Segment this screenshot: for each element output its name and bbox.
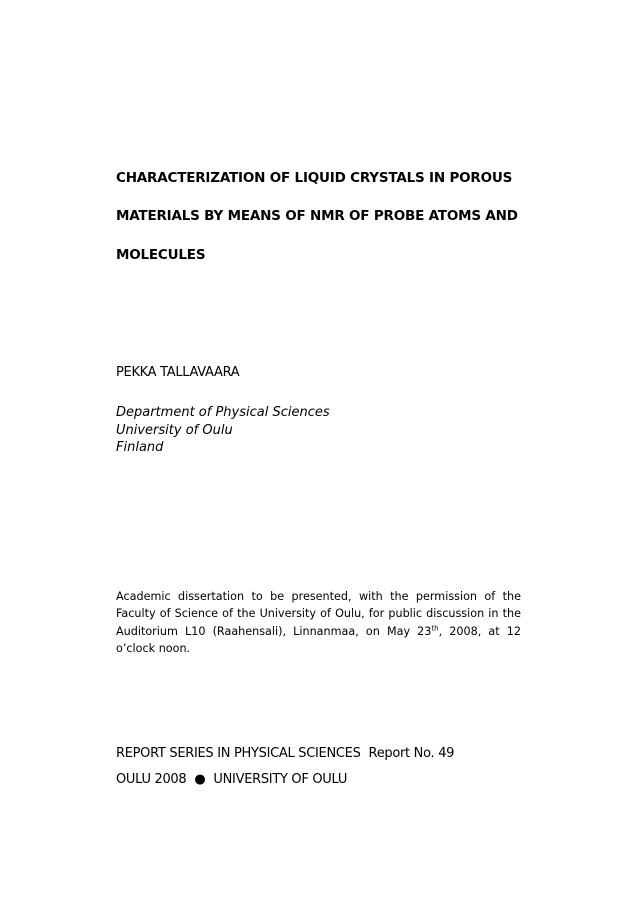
dissertation-statement — [116, 588, 521, 657]
bullet-icon: ● — [194, 772, 206, 787]
report-number: Report No. 49 — [368, 746, 455, 761]
report-series — [116, 746, 454, 761]
place-year: OULU 2008 — [116, 772, 187, 787]
dissertation-text-after: , 2008, at 12 o’clock noon. — [116, 624, 521, 655]
series-name: REPORT SERIES IN PHYSICAL SCIENCES — [116, 746, 361, 761]
country: Finland — [116, 440, 164, 455]
affiliation-block — [116, 404, 330, 457]
title-line-3: MOLECULES — [116, 247, 206, 263]
university: University of Oulu — [116, 422, 233, 438]
author-name: PEKKA TALLAVAARA — [116, 365, 240, 380]
title-line-2: MATERIALS BY MEANS OF NMR OF PROBE ATOMS AND — [116, 208, 518, 224]
title-line-1: CHARACTERIZATION OF LIQUID CRYSTALS IN POROUS — [116, 170, 513, 186]
dissertation-text-before: Academic dissertation to be presented, with the permission of the Faculty of Science of the University of Oulu, for public discussion in the Auditorium L10 (Raahensali), Linnanmaa, on May 23 — [116, 590, 521, 638]
publication-footer — [116, 772, 347, 787]
department: Department of Physical Sciences — [116, 405, 330, 420]
date-ordinal-suffix: th — [431, 623, 439, 632]
publisher: UNIVERSITY OF OULU — [213, 772, 348, 787]
